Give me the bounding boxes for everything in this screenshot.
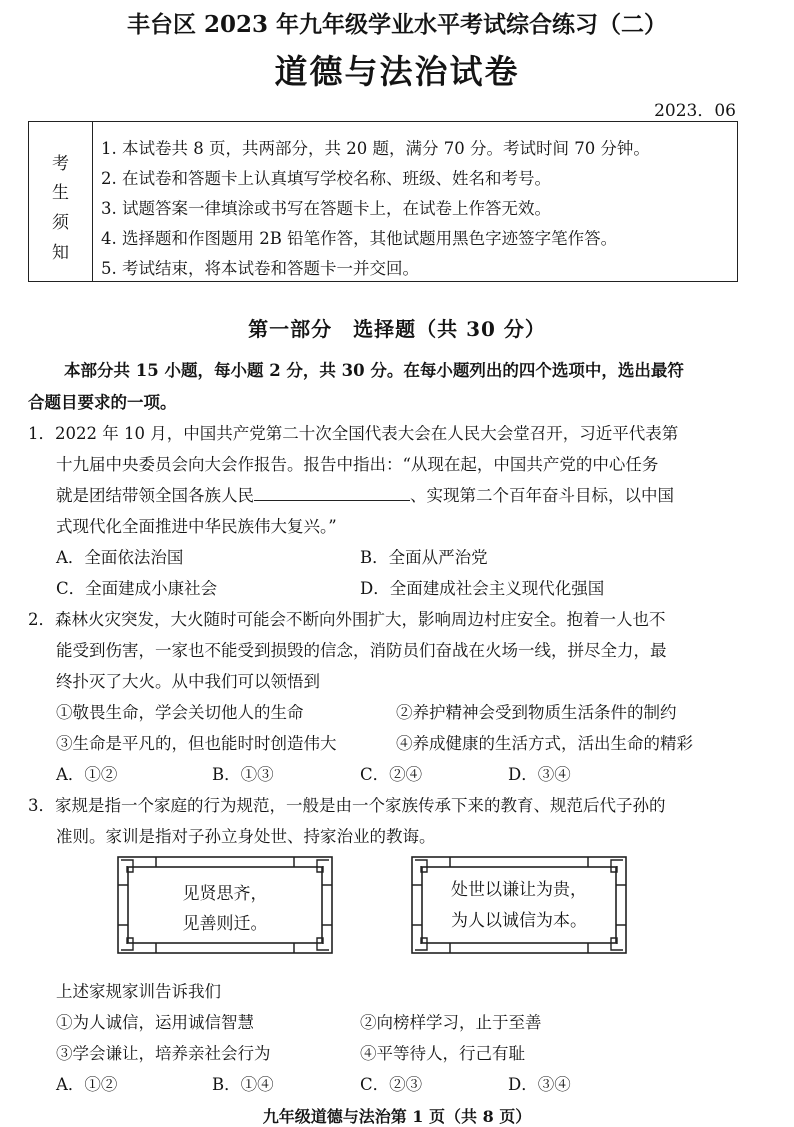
q2-option-b: B．①③ <box>212 765 274 784</box>
motto-line: 为人以诚信为本。 <box>451 911 587 931</box>
q3-statement: ①为人诚信，运用诚信智慧 <box>56 1013 254 1032</box>
q2-statement: ③生命是平凡的，但也能时时创造伟大 <box>56 734 337 753</box>
q2-statement: ②养护精神会受到物质生活条件的制约 <box>396 703 677 722</box>
decorative-border-icon <box>116 855 334 955</box>
q1-stem: 式现代化全面推进中华民族伟大复兴。” <box>56 517 337 536</box>
q1-stem-before-blank: 就是团结带领全国各族人民 <box>56 486 254 505</box>
q1-option-c: C．全面建成小康社会 <box>56 579 218 598</box>
exam-date: 2023．06 <box>654 101 736 121</box>
notice-label-char: 知 <box>52 243 69 263</box>
motto-line: 见贤思齐， <box>182 884 268 904</box>
notice-item: 4. 选择题和作图题用 2B 铅笔作答，其他试题用黑色字迹签字笔作答。 <box>101 229 618 248</box>
q1-stem: 十九届中央委员会向大会作报告。报告中指出：“从现在起，中国共产党的中心任务 <box>56 455 659 474</box>
family-motto-frame-left <box>116 855 334 955</box>
exam-title: 丰台区 2023 年九年级学业水平考试综合练习（二） <box>126 11 668 38</box>
q2-option-a: A．①② <box>56 765 118 784</box>
answer-blank <box>254 486 410 501</box>
decorative-border-icon <box>410 855 628 955</box>
notice-label-char: 须 <box>52 213 69 233</box>
q1-stem-after-blank: 、实现第二个百年奋斗目标，以中国 <box>410 486 674 505</box>
q2-stem: 终扑灭了大火。从中我们可以领悟到 <box>56 672 320 691</box>
notice-label-char: 考 <box>52 154 69 174</box>
family-motto-frame-right <box>410 855 628 955</box>
q3-option-d: D．③④ <box>508 1075 571 1094</box>
q1-option-d: D．全面建成社会主义现代化强国 <box>360 579 605 598</box>
section-instructions: 合题目要求的一项。 <box>28 393 177 412</box>
notice-item: 3. 试题答案一律填涂或书写在答题卡上，在试卷上作答无效。 <box>101 199 551 218</box>
notice-label-char: 生 <box>52 183 69 203</box>
subject-title: 道德与法治试卷 <box>274 52 520 91</box>
notice-item: 2. 在试卷和答题卡上认真填写学校名称、班级、姓名和考号。 <box>101 169 551 188</box>
q3-statement: ③学会谦让，培养亲社会行为 <box>56 1044 271 1063</box>
exam-notice-box <box>28 121 738 282</box>
page-footer: 九年级道德与法治第 1 页（共 8 页） <box>262 1107 532 1126</box>
q1-option-a: A．全面依法治国 <box>56 548 184 567</box>
q2-option-d: D．③④ <box>508 765 571 784</box>
q3-statement: ④平等待人，行己有耻 <box>360 1044 525 1063</box>
q3-statement: ②向榜样学习，止于至善 <box>360 1013 542 1032</box>
notice-item: 5. 考试结束，将本试卷和答题卡一并交回。 <box>101 259 419 278</box>
q3-stem: 3．家规是指一个家庭的行为规范，一般是由一个家族传承下来的教育、规范后代子孙的 <box>28 796 666 815</box>
q1-stem: 1．2022 年 10 月，中国共产党第二十次全国代表大会在人民大会堂召开，习近平代表第 <box>28 424 679 443</box>
q3-stem: 准则。家训是指对子孙立身处世、持家治业的教诲。 <box>56 827 436 846</box>
q1-stem <box>56 482 674 506</box>
q3-option-a: A．①② <box>56 1075 118 1094</box>
q3-question: 上述家规家训告诉我们 <box>56 982 221 1001</box>
notice-label <box>29 122 93 281</box>
notice-item: 1. 本试卷共 8 页，共两部分，共 20 题，满分 70 分。考试时间 70 分钟。 <box>101 139 650 158</box>
section-instructions: 本部分共 15 小题，每小题 2 分，共 30 分。在每小题列出的四个选项中，选出最符 <box>64 361 684 380</box>
q1-option-b: B．全面从严治党 <box>360 548 488 567</box>
q2-stem: 能受到伤害，一家也不能受到损毁的信念，消防员们奋战在火场一线，拼尽全力，最 <box>56 641 667 660</box>
section-title: 第一部分 选择题（共 30 分） <box>248 317 546 341</box>
q2-statement: ①敬畏生命，学会关切他人的生命 <box>56 703 304 722</box>
q2-stem: 2．森林火灾突发，大火随时可能会不断向外围扩大，影响周边村庄安全。抱着一人也不 <box>28 610 666 629</box>
motto-line: 处世以谦让为贵， <box>451 880 587 900</box>
q2-statement: ④养成健康的生活方式，活出生命的精彩 <box>396 734 693 753</box>
q3-option-b: B．①④ <box>212 1075 274 1094</box>
q2-option-c: C．②④ <box>360 765 423 784</box>
q3-option-c: C．②③ <box>360 1075 423 1094</box>
motto-line: 见善则迁。 <box>182 914 268 934</box>
